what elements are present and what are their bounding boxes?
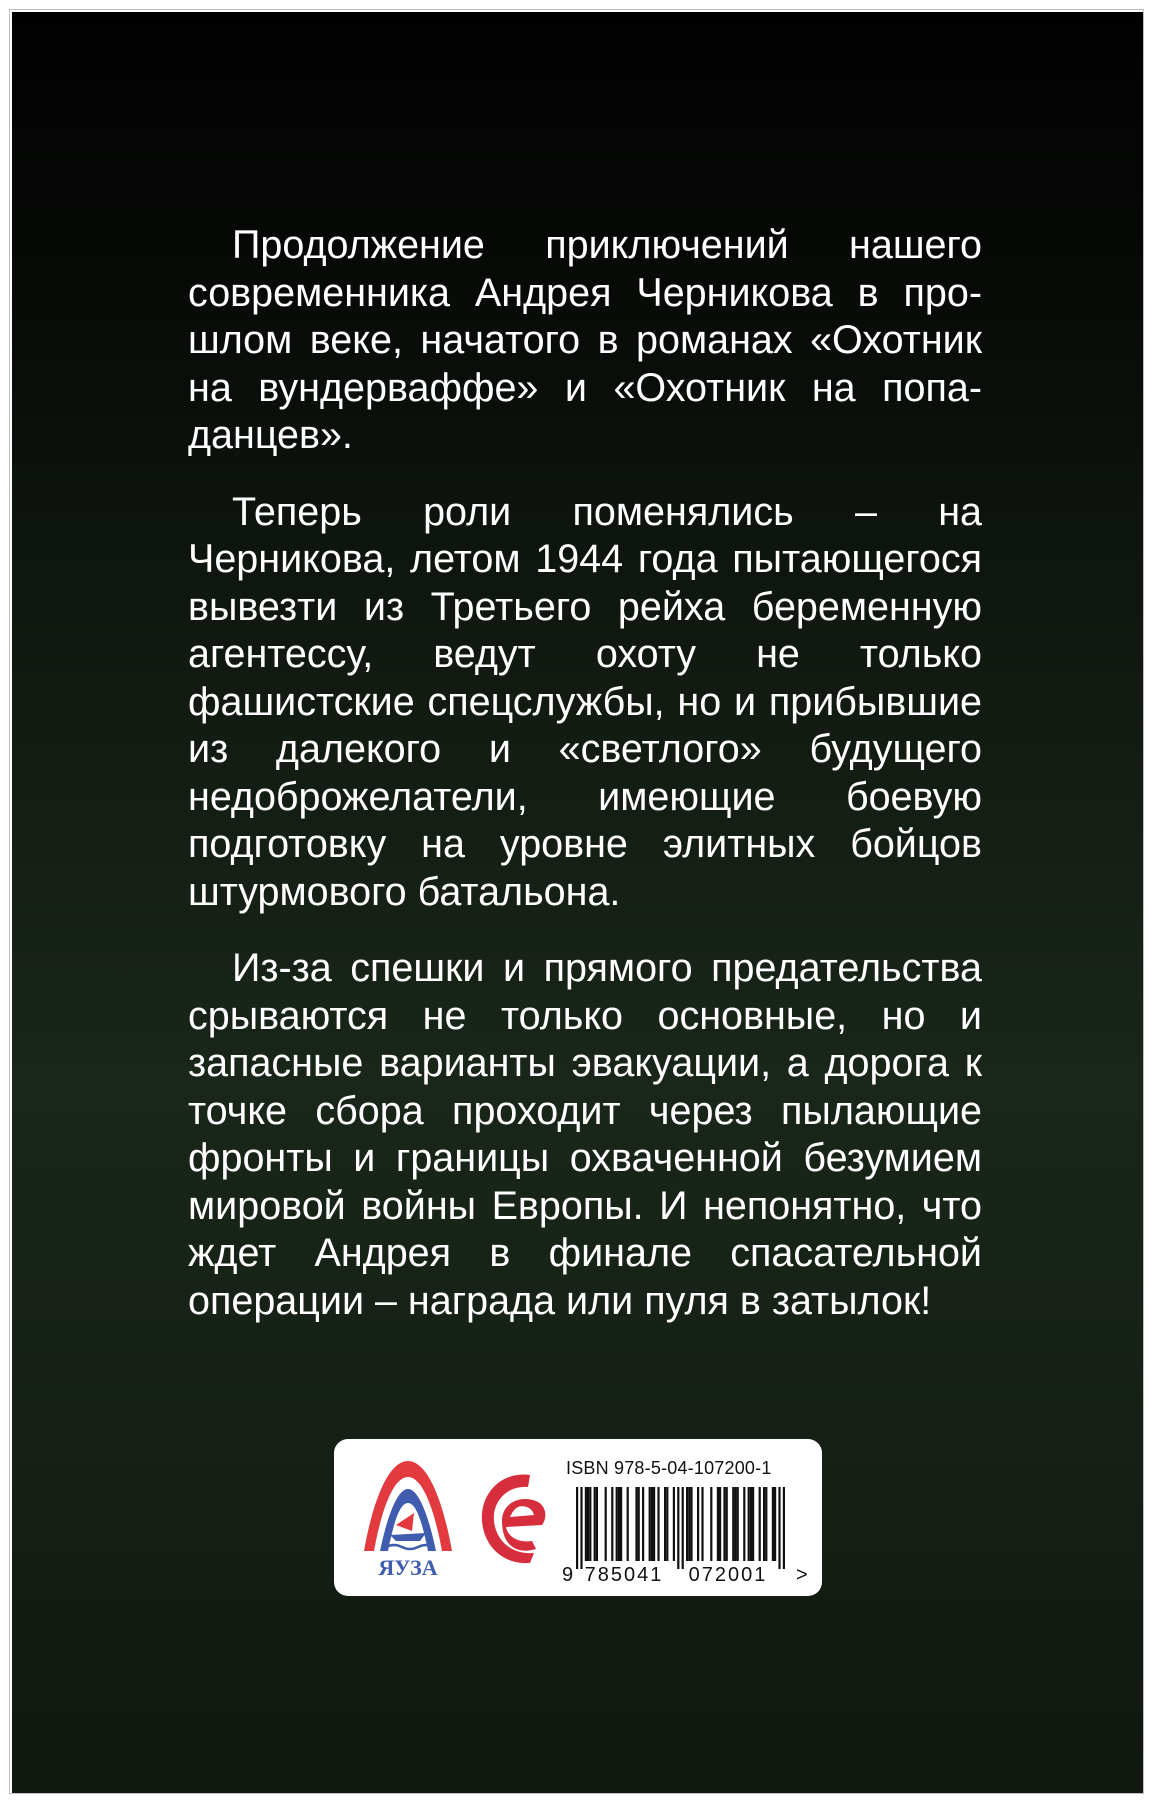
barcode-bar xyxy=(701,1487,703,1561)
barcode-quiet-mark: > xyxy=(796,1564,808,1586)
barcode-bar xyxy=(759,1487,761,1561)
barcode-bar xyxy=(589,1487,591,1561)
barcode-bar xyxy=(605,1487,607,1561)
barcode-first-digit: 9 xyxy=(562,1564,574,1586)
barcode-bar xyxy=(651,1487,653,1561)
barcode-bar xyxy=(627,1487,629,1561)
isbn-barcode xyxy=(558,1483,810,1587)
barcode-bar xyxy=(686,1487,688,1561)
barcode-bar xyxy=(620,1487,622,1561)
barcode-bar xyxy=(763,1487,765,1561)
barcode-bar xyxy=(616,1487,618,1561)
barcode-bar xyxy=(732,1487,734,1561)
barcode-bar xyxy=(673,1487,675,1561)
barcode-bar xyxy=(682,1487,684,1569)
barcode-right-group: 072001 xyxy=(688,1564,768,1586)
blurb-paragraph-2: Теперь роли поменялись – на Черникова, летом 1944 года пытающегося вывезти из Третьего рейха беременную агентессу, ведут охоту не только фашистские спецслужбы, но и прибывшие из далекого и «светлого» будущего недоброжелатели, имеющие боевую подготовку на уровне элитных бойцов штурмового батальона. xyxy=(188,489,982,914)
barcode-bar xyxy=(774,1487,776,1561)
yauza-logo xyxy=(356,1455,460,1579)
barcode-bar xyxy=(772,1487,774,1561)
isbn-number: ISBN 978-5-04-107200-1 xyxy=(566,1458,772,1478)
barcode-bar xyxy=(778,1487,780,1569)
barcode-bar xyxy=(618,1487,620,1561)
barcode-bar xyxy=(587,1487,589,1561)
blurb-text xyxy=(188,222,982,1325)
barcode-bar xyxy=(596,1487,598,1561)
barcode-bar xyxy=(677,1487,679,1569)
barcode-bar xyxy=(737,1487,739,1561)
barcode-bar xyxy=(594,1487,596,1561)
barcode-bar xyxy=(649,1487,651,1561)
blurb-paragraph-1: Продолжение приключений нашего современника Андрея Черникова в прошлом веке, начатого в романах «Охотник на вундерваффе» и «Охотник на попаданцев». xyxy=(188,223,982,457)
barcode-bar xyxy=(748,1487,750,1561)
yauza-logo-label: ЯУЗА xyxy=(378,1555,438,1579)
barcode-bar xyxy=(576,1487,578,1569)
back-cover xyxy=(12,12,1143,1793)
barcode-bar xyxy=(726,1487,728,1561)
barcode-bar xyxy=(717,1487,719,1561)
barcode-bar xyxy=(690,1487,692,1561)
barcode-bar xyxy=(750,1487,752,1561)
barcode-bar xyxy=(642,1487,644,1561)
barcode-bar xyxy=(723,1487,725,1561)
barcode-bar xyxy=(765,1487,767,1561)
barcode-bar xyxy=(635,1487,637,1561)
barcode-bar xyxy=(710,1487,712,1561)
barcode-bar xyxy=(697,1487,699,1561)
barcode-bar xyxy=(580,1487,582,1569)
barcode-bar xyxy=(657,1487,659,1561)
barcode-bar xyxy=(664,1487,666,1561)
barcode-bar xyxy=(666,1487,668,1561)
isbn-info-box xyxy=(334,1439,822,1596)
barcode-bar xyxy=(688,1487,690,1561)
barcode-bar xyxy=(585,1487,587,1561)
barcode-bar xyxy=(611,1487,613,1561)
barcode-bar xyxy=(719,1487,721,1561)
barcode-bar xyxy=(734,1487,736,1561)
barcode-bar xyxy=(783,1487,785,1569)
barcode-left-group: 785041 xyxy=(584,1564,664,1586)
barcode-bars xyxy=(576,1487,785,1569)
blurb-paragraph-3: Из-за спешки и прямого предательства срываются не только основные, но и запасные варианты эвакуации, а дорога к точке сбора проходит через пылающие фронты и границы охваченной безумием мировой войны Европы. И непонятно, что ждет Андрея в финале спасательной операции – награда или пуля в затылок! xyxy=(188,946,982,1323)
barcode-bar xyxy=(752,1487,754,1561)
barcode-bar xyxy=(653,1487,655,1561)
eksmo-logo xyxy=(472,1467,550,1571)
barcode-bar xyxy=(743,1487,745,1561)
barcode-bar xyxy=(638,1487,640,1561)
